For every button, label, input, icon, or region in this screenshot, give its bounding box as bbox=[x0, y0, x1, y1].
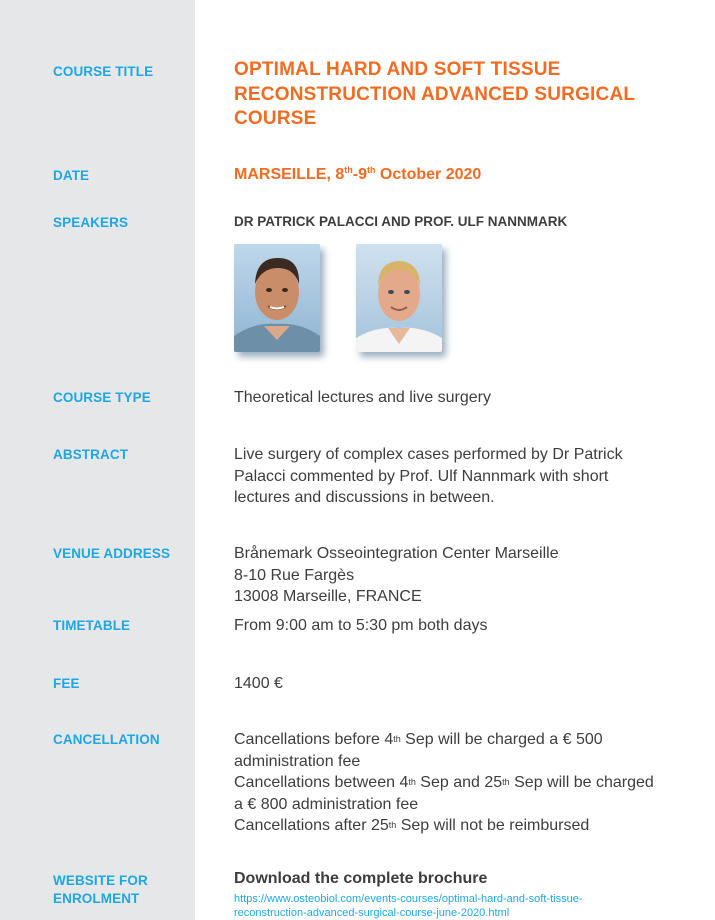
cancellation-line5: Cancellations after 25th Sep will not be reimbursed bbox=[234, 817, 590, 834]
speaker-photo-nannmark bbox=[356, 244, 442, 352]
brochure-url-line2[interactable]: reconstruction-advanced-surgical-course-june-2020.html bbox=[234, 907, 510, 919]
venue-address-value bbox=[234, 543, 559, 608]
label-abstract: ABSTRACT bbox=[53, 447, 129, 462]
date-suffix: October 2020 bbox=[375, 166, 482, 183]
venue-line3: 13008 Marseille, FRANCE bbox=[234, 588, 422, 605]
label-website bbox=[53, 872, 148, 908]
brochure-url-line1[interactable]: https://www.osteobiol.com/events-courses/optimal-hard-and-soft-tissue- bbox=[234, 893, 583, 905]
cancellation-line3: Cancellations between 4th Sep and 25th Sep will be charged bbox=[234, 774, 654, 791]
abstract-value bbox=[234, 444, 623, 509]
abstract-line2: Palacci commented by Prof. Ulf Nannmark with short bbox=[234, 467, 609, 485]
date-sup2: th bbox=[366, 165, 376, 175]
cancellation-value bbox=[234, 729, 704, 837]
course-type-value: Theoretical lectures and live surgery bbox=[234, 389, 492, 406]
label-website-line1: WEBSITE FOR bbox=[53, 873, 148, 888]
brochure-url-link[interactable] bbox=[234, 892, 654, 920]
label-timetable: TIMETABLE bbox=[53, 618, 131, 633]
download-brochure-link[interactable]: Download the complete brochure bbox=[234, 870, 488, 887]
label-cancellation: CANCELLATION bbox=[53, 732, 160, 747]
label-speakers: SPEAKERS bbox=[53, 215, 129, 230]
label-course-type: COURSE TYPE bbox=[53, 390, 151, 405]
course-date bbox=[234, 166, 481, 184]
course-title bbox=[234, 58, 684, 132]
abstract-line3: lectures and discussions in between. bbox=[234, 489, 495, 506]
course-title-line2: RECONSTRUCTION ADVANCED SURGICAL bbox=[234, 83, 636, 105]
date-mid: -9 bbox=[352, 166, 367, 183]
cancellation-line1: Cancellations before 4th Sep will be charged a € 500 bbox=[234, 731, 603, 748]
label-date: DATE bbox=[53, 168, 90, 183]
date-prefix: MARSEILLE, 8 bbox=[234, 166, 345, 183]
label-course-title: COURSE TITLE bbox=[53, 64, 154, 79]
speaker-photo-palacci bbox=[234, 244, 320, 352]
label-venue-address: VENUE ADDRESS bbox=[53, 546, 171, 561]
cancellation-line4: a € 800 administration fee bbox=[234, 795, 419, 813]
speakers-names: DR PATRICK PALACCI AND PROF. ULF NANNMARK bbox=[234, 214, 568, 229]
label-fee: FEE bbox=[53, 676, 80, 691]
course-title-line3: COURSE bbox=[234, 108, 317, 129]
course-title-line1: OPTIMAL HARD AND SOFT TISSUE bbox=[234, 59, 561, 80]
cancellation-line2: administration fee bbox=[234, 752, 361, 770]
timetable-value: From 9:00 am to 5:30 pm both days bbox=[234, 617, 488, 634]
fee-value: 1400 € bbox=[234, 675, 283, 692]
venue-line1: Brånemark Osseointegration Center Marseille bbox=[234, 545, 559, 562]
label-website-line2: ENROLMENT bbox=[53, 891, 140, 906]
abstract-line1: Live surgery of complex cases performed by Dr Patrick bbox=[234, 446, 623, 463]
date-sup1: th bbox=[344, 165, 353, 175]
venue-line2: 8-10 Rue Fargès bbox=[234, 566, 355, 584]
